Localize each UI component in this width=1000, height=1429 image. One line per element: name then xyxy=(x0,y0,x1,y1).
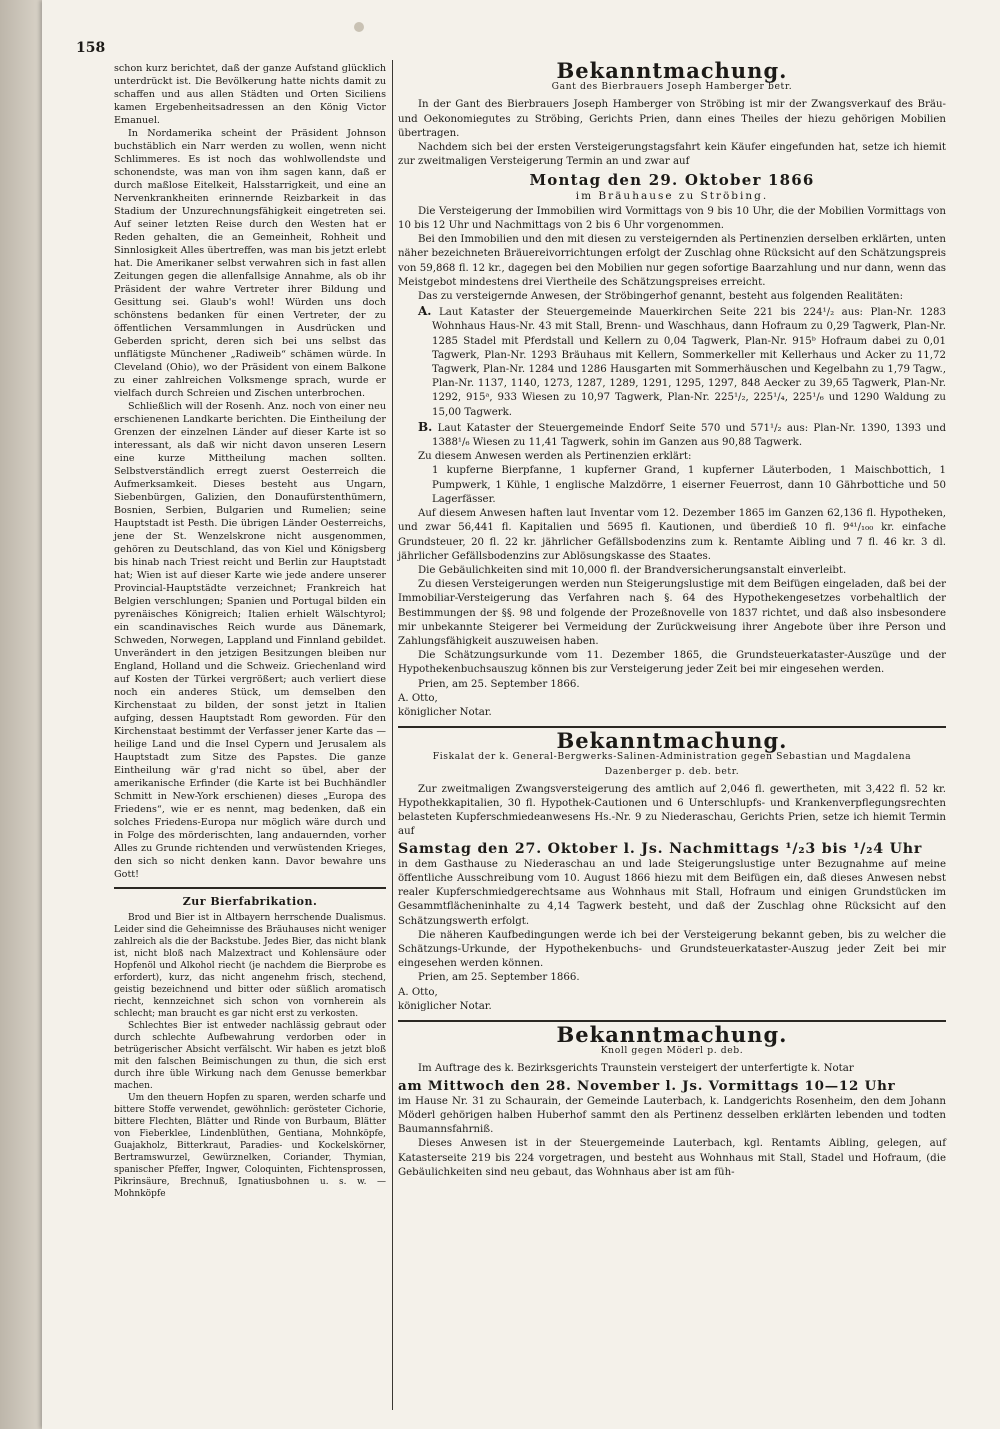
item-label: B. xyxy=(418,419,433,434)
auction-date: am Mittwoch den 28. November l. Js. Vormittags 10—12 Uhr xyxy=(398,1077,896,1094)
column-divider xyxy=(392,60,393,1410)
left-paragraph: Brod und Bier ist in Altbayern herrschende Dualismus. Leider sind die Geheimnisse des Bräuhauses nicht weniger zahlreich als die der Backstube. Jedes Bier, das nicht blank ist, nicht bloß nach Malzextract und Kohlensäure oder Hopfenöl und Alkohol riecht (je nachdem die Bierprobe es erfordert), kurz, das nicht angenehm frisch, stechend, geistig bezeichnend und bitter oder süßlich aromatisch riecht, kennzeichnet sich schon von vornherein als schlecht; man braucht es gar nicht erst zu verkosten. xyxy=(114,913,386,1019)
left-paragraph: In Nordamerika scheint der Präsident Johnson buchstäblich ein Narr werden zu wollen, wenn nicht Schlimmeres. Es ist noch das wohlwollendste und schonendste, was man von ihm sagen kann, daß er durch maßlose Eitelkeit, Halsstarrigkeit, und eine an Nervenkrankheiten erinnernde Reizbarkeit in das Stadium der Unzurechnungsfähigkeit eingetreten sei. Auf seiner letzten Reise durch den Westen hat er Reden gehalten, die an Gemeinheit, Rohheit und Sinnlosigkeit Alles übertreffen, was man bis jetzt erlebt hat. Die Amerikaner selbst verwahren sich in fast allen Zeitungen gegen die allenfallsige Annahme, als ob ihr Präsident der wahre Vertreter ihrer Bildung und Gesittung sei. Glaub's wohl! Würden uns doch schönstens bedanken für einen Vertreter, der zu öffentlichen Versammlungen in Ausdrücken und Geberden spricht, deren sich bei uns selbst das unflätigste Münchener „Radiweib“ schämen würde. In Cleveland (Ohio), wo der Präsident von einem Balkone zu einer zahlreichen Volksmenge sprach, wurde er vielfach durch Schreien und Zischen unterbrochen. xyxy=(114,128,386,399)
notice-title: Bekanntmachung. xyxy=(556,728,788,754)
notice-paragraph: Zu diesen Versteigerungen werden nun Steigerungslustige mit dem Beifügen eingeladen, daß bei der Immobiliar-Versteigerung das Verfahren nach §. 64 des Hypothekengesetzes vorbehaltlich der Bestimmungen der §§. 98 und folgende der Prozeßnovelle von 1837 richtet, und daß also insbesondere mir unbekannte Steigerer bei Vermeidung der Zurückweisung ihrer Angebote über ihre Person und Zahlungsfähigkeit auszuweisen haben. xyxy=(398,579,946,647)
signature-place: Prien, am 25. September 1866. xyxy=(418,678,580,690)
notice-paragraph: In der Gant des Bierbrauers Joseph Hamberger von Ströbing ist mir der Zwangsverkauf des Bräu- und Oekonomiegutes zu Ströbing, Gerichts Prien, dann eines Theiles der hiezu gehörigen Mobilien übertragen. xyxy=(398,99,946,139)
notice-paragraph: Bei den Immobilien und den mit diesen zu versteigernden als Pertinenzien derselben erklärten, unten näher bezeichneten Bräuereivorrichtungen erfolgt der Zuschlag ohne Rücksicht auf den Schätzungspreis von 59,868 fl. 12 kr., dagegen bei den Mobilien nur gegen sofortige Baarzahlung und nur dann, wenn das Meistgebot mindestens drei Viertheile des Schätzungspreises erreicht. xyxy=(398,234,946,288)
left-column xyxy=(114,62,386,1200)
notice-paragraph: Im Auftrage des k. Bezirksgerichts Traunstein versteigert der unterfertigte k. Notar xyxy=(418,1063,854,1075)
property-item-a xyxy=(398,304,946,420)
auction-date: Montag den 29. Oktober 1866 xyxy=(529,171,815,190)
notice-paragraph: im Hause Nr. 31 zu Schaurain, der Gemeinde Lauterbach, k. Landgerichts Rosenheim, den dem Johann Möderl gehörigen halben Huberhof sammt den als Pertinenz desselben erklärten lebenden und todten Baumannsfahrniß. xyxy=(398,1095,946,1136)
signer-name: A. Otto, xyxy=(398,692,438,704)
notice-paragraph: Die Gebäulichkeiten sind mit 10,000 fl. der Brandversicherungsanstalt einverleibt. xyxy=(418,564,847,576)
notice-paragraph: Die Schätzungsurkunde vom 11. Dezember 1865, die Grundsteuerkataster-Auszüge und der Hypothekenbuchsauszug können bis zur Versteigerung jeder Zeit bei mir eingesehen werden. xyxy=(398,650,946,676)
section-divider xyxy=(114,887,386,889)
item-label: A. xyxy=(418,304,432,319)
left-paragraph: Schlechtes Bier ist entweder nachlässig gebraut oder durch schlechte Aufbewahrung verdorben oder in betrügerischer Absicht verfälscht. Wir haben es jetzt bloß mit den falschen Beimischungen zu thun, die sich erst durch ihre üble Wirkung nach dem Genusse bemerkbar machen. xyxy=(114,1021,386,1091)
item-text: Laut Kataster der Steuergemeinde Mauerkirchen Seite 221 bis 224¹/₂ aus: Plan-Nr. 1283 Wohnhaus Haus-Nr. 43 mit Stall, Brenn- und Waschhaus, dann Hofraum zu 0,29 Tagwerk, Plan-Nr. 1285 Stadel mit Pferdstall und Kellern zu 0,04 Tagwerk, Plan-Nr. 915ᵇ Hofraum dabei zu 0,01 Tagwerk, Plan-Nr. 1293 Bräuhaus mit Kellern, Sommerkeller mit Kellerhaus und Acker zu 11,72 Tagwerk, Plan-Nr. 1284 und 1286 Hausgarten mit Sommerhäuschen und Kegelbahn zu 1,79 Tagw., Plan-Nr. 1137, 1140, 1273, 1287, 1289, 1291, 1295, 1297, 848 Aecker zu 39,65 Tagwerk, Plan-Nr. 1292, 915ᵃ, 933 Wiesen zu 10,97 Tagwerk, Plan-Nr. 225¹/₂, 225¹/₄, 225¹/₆ und 1290 Waldung zu 15,00 Tagwerk. xyxy=(432,307,946,418)
property-item-b xyxy=(398,420,946,450)
notice-subtitle: Knoll gegen Möderl p. deb. xyxy=(600,1045,744,1057)
notice-paragraph: Nachdem sich bei der ersten Versteigerungstagsfahrt kein Käufer eingefunden hat, setze ich hiemit zur zweitmaligen Versteigerung Termin an und zwar auf xyxy=(398,142,946,168)
signer-name: A. Otto, xyxy=(398,986,438,998)
auction-place: im Bräuhause zu Ströbing. xyxy=(575,189,769,202)
notice-title: Bekanntmachung. xyxy=(556,58,788,83)
notice-paragraph: Zur zweitmaligen Zwangsversteigerung des amtlich auf 2,046 fl. gewertheten, mit 3,422 fl. 52 kr. Hypothekkapitalien, 30 fl. Hypothek-Cautionen und 6 Unterschlupfs- und Krankenverpflegungsrechten belasteten Kupferschmiedeanwesens Hs.-Nr. 9 zu Niederaschau, Gerichts Prien, setze ich hiemit Termin auf xyxy=(398,783,946,838)
notice-paragraph: Auf diesem Anwesen haften laut Inventar vom 12. Dezember 1865 im Ganzen 62,136 fl. Hypotheken, und zwar 56,441 fl. Kapitalien und 5695 fl. Kautionen, und überdieß 10 fl. 9⁴¹/₁₀₀ kr. einfache Grundsteuer, 20 fl. 22 kr. jährlicher Gefällsbodenzins zum k. Rentamte Aibling und 7 fl. 46 kr. 3 dl. jährlicher Gefällsbodenzins zur Ablösungskasse des Staates. xyxy=(398,508,946,562)
notice-title: Bekanntmachung. xyxy=(556,1022,788,1047)
notice-subtitle: Fiskalat der k. General-Bergwerks-Salinen-Administration gegen Sebastian und Magdalena xyxy=(432,751,912,763)
notice-paragraph: Die näheren Kaufbedingungen werde ich bei der Versteigerung bekannt geben, bis zu welcher die Schätzungs-Urkunde, der Hypothekenbuchs- und Grundsteuerkataster-Auszug jeder Zeit bei mir eingesehen werden können. xyxy=(398,929,946,970)
signature-place: Prien, am 25. September 1866. xyxy=(418,972,580,984)
signer-title: königlicher Notar. xyxy=(398,706,492,718)
notice-paragraph: Die Versteigerung der Immobilien wird Vormittags von 9 bis 10 Uhr, die der Mobilien Vormittags von 10 bis 12 Uhr und Nachmittags von 2 bis 6 Uhr vorgenommen. xyxy=(398,205,946,232)
notice-moederl xyxy=(398,1022,946,1180)
notice-dazenberger xyxy=(398,728,946,1014)
section-title: Zur Bierfabrikation. xyxy=(182,895,318,908)
notice-paragraph: in dem Gasthause zu Niederaschau an und lade Steigerungslustige unter Bezugnahme auf meine öffentliche Ausschreibung vom 10. August 1866 hiezu mit dem Beifügen ein, daß dieses Anwesen nebst realer Kupferschmiedgerechtsame aus Wohnhaus mit Stall, Hofraum und einigen Grundstücken im Gesammtflächeninhalte zu 4,14 Tagwerk besteht, und daß der Zuschlag ohne Rücksicht auf den Schätzungswerth erfolgt. xyxy=(398,858,946,927)
left-paragraph: schon kurz berichtet, daß der ganze Aufstand glücklich unterdrückt ist. Die Bevölkerung hatte nichts damit zu schaffen und aus allen Städten und Orten Siciliens kamen Ergebenheitsadressen an den König Victor Emanuel. xyxy=(114,63,386,126)
pertinenzien-list: 1 kupferne Bierpfanne, 1 kupferner Grand, 1 kupferner Läuterboden, 1 Maischbottich, 1 Pumpwerk, 1 Kühle, 1 englische Malzdörre, 1 eiserner Feuerrost, dann 10 Gährbottiche und 50 Lagerfässer. xyxy=(432,465,946,505)
page-number: 158 xyxy=(76,40,106,56)
ink-smudge xyxy=(354,22,364,32)
notice-paragraph: Dieses Anwesen ist in der Steuergemeinde Lauterbach, kgl. Rentamts Aibling, gelegen, auf Katasterseite 219 bis 224 vorgetragen, und besteht aus Wohnhaus mit Stall, Stadel und Hofraum, (die Gebäulichkeiten sind neu gebaut, das Wohnhaus aber ist am füh- xyxy=(398,1138,946,1178)
notice-paragraph: Zu diesem Anwesen werden als Pertinenzien erklärt: xyxy=(418,451,692,463)
binding-gutter xyxy=(0,0,42,1429)
beer-article xyxy=(114,912,386,1200)
signer-title: königlicher Notar. xyxy=(398,1000,492,1012)
left-paragraph: Um den theuern Hopfen zu sparen, werden scharfe und bittere Stoffe verwendet, gewöhnlich: gerösteter Cichorie, bittere Flechten, Blätter und Rinde von Burbaum, Blätter von Fieberklee, Lindenblüthen, Gentiana, Mohnköpfe, Guajakholz, Bitterkraut, Paradies- und Kockelskörner, Bertramswurzel, Gewürznelken, Coriander, Thymian, spanischer Pfeffer, Ingwer, Coloquinten, Fichtensprossen, Pikrinsäure, Brechnuß, Ignatiusbohnen u. s. w. — Mohnköpfe xyxy=(114,1093,386,1199)
notice-paragraph: Das zu versteigernde Anwesen, der Ströbingerhof genannt, besteht aus folgenden Realitäten: xyxy=(418,291,904,303)
notice-subtitle: Dazenberger p. deb. betr. xyxy=(604,765,740,777)
left-paragraph: Schließlich will der Rosenh. Anz. noch von einer neu erschienenen Landkarte berichten. Die Eintheilung der Grenzen der einzelnen Länder auf dieser Karte ist so interessant, als daß wir nicht davon unseren Lesern eine kurze Mittheilung machen sollten. Selbstverständlich erregt zuerst Oesterreich die Aufmerksamkeit. Dieses besteht aus Ungarn, Siebenbürgen, Galizien, den Donaufürstenthümern, Bosnien, Serbien, Bulgarien und Rumelien; seine Hauptstadt ist Pesth. Die übrigen Länder Oesterreichs, jene der St. Wenzelskrone nicht ausgenommen, gehören zu Deutschland, das von Kiel und Königsberg bis hinab nach Triest reicht und Berlin zur Hauptstadt hat; Wien ist auf dieser Karte wie jede andere unserer Provincial-Hauptstädte verzeichnet; Frankreich hat Belgien verschlungen; Spanien und Portugal bilden ein pyrenäisches Königreich; Italien erhielt Wälschtyrol; ein scandinavisches Reich wurde aus Dänemark, Schweden, Norwegen, Lappland und Finnland gebildet. Unverändert in den jetzigen Besitzungen bleiben nur England, Holland und die Schweiz. Griechenland wird auf Kosten der Türkei vergrößert; auch verliert diese noch ein anderes Stück, um demselben den Kirchenstaat zu bilden, der sonst jetzt in Italien aufging, dessen Hauptstadt Rom geworden. Für den Kirchenstaat bestimmt der Verfasser jener Karte das — heilige Land und die Insel Cypern und Jerusalem als Hauptstadt zum Sitze des Papstes. Die ganze Eintheilung wär g'rad nicht so übel, aber der amerikanische Erfinder (die Karte ist bei Buchhändler Schmitt in New-York erschienen) dieses „Europa des Friedens“, wie er es nennt, mag bedenken, daß ein solches Friedens-Europa nur möglich wäre durch und in Folge des mörderischten, lang andauernden, vorher Alles zu Grunde richtenden und verwüstenden Krieges, den sich so nicht denken kann. Davor bewahre uns Gott! xyxy=(114,401,386,880)
notice-hamberger xyxy=(398,58,946,720)
item-text: Laut Kataster der Steuergemeinde Endorf Seite 570 und 571¹/₂ aus: Plan-Nr. 1390, 1393 und 1388¹/₆ Wiesen zu 11,41 Tagwerk, sohin im Ganzen aus 90,88 Tagwerk. xyxy=(432,422,946,449)
notice-subtitle: Gant des Bierbrauers Joseph Hamberger betr. xyxy=(551,81,793,93)
auction-date: Samstag den 27. Oktober l. Js. Nachmittags ¹/₂3 bis ¹/₂4 Uhr xyxy=(398,840,923,857)
right-column xyxy=(398,58,946,1180)
